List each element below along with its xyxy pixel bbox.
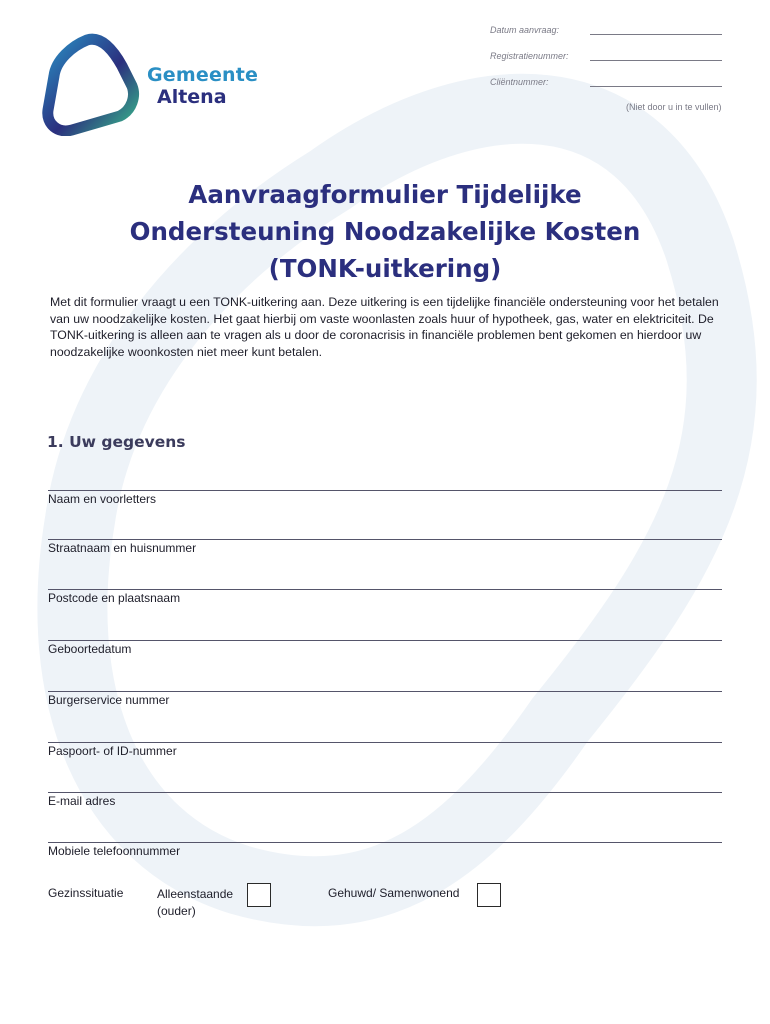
birthdate-field[interactable]	[48, 640, 722, 641]
client-number-line	[590, 86, 722, 87]
street-field[interactable]	[48, 539, 722, 540]
date-request-line	[590, 34, 722, 35]
name-label: Naam en voorletters	[48, 492, 157, 506]
birthdate-label: Geboortedatum	[48, 642, 132, 656]
single-option-line-2: (ouder)	[157, 904, 196, 918]
mobile-phone-field[interactable]	[48, 842, 722, 843]
postcode-label: Postcode en plaatsnaam	[48, 591, 181, 605]
single-option-line-1: Alleenstaande	[157, 887, 234, 901]
title-line-3: (TONK-uitkering)	[268, 254, 502, 283]
admin-note: (Niet door u in te vullen)	[626, 102, 722, 112]
logo-mark-icon	[32, 26, 142, 136]
household-label: Gezinssituatie	[48, 886, 124, 900]
registration-number-line	[590, 60, 722, 61]
married-option-label: Gehuwd/ Samenwonend	[328, 886, 460, 900]
title-line-2: Ondersteuning Noodzakelijke Kosten	[129, 217, 641, 246]
email-label: E-mail adres	[48, 794, 116, 808]
intro-paragraph: Met dit formulier vraagt u een TONK-uitkering aan. Deze uitkering is een tijdelijke financiële ondersteuning voor het betalen van uw noodzakelijke kosten. Het gaat hierbij om vaste woonlasten zoals huur of hypotheek, gas, water en elektriciteit. De TONK-uitkering is alleen aan te vragen als u door de coronacrisis in financiële problemen bent gekomen en hierdoor uw noodzakelijke woonkosten niet meer kunt betalen.	[50, 295, 719, 359]
name-field[interactable]	[48, 490, 722, 491]
bsn-field[interactable]	[48, 691, 722, 692]
date-request-label: Datum aanvraag:	[490, 25, 560, 35]
logo-text-altena: Altena	[157, 86, 227, 108]
single-option-label	[157, 886, 233, 920]
id-number-label: Paspoort- of ID-nummer	[48, 744, 177, 758]
id-number-field[interactable]	[48, 742, 722, 743]
title-line-1: Aanvraagformulier Tijdelijke	[188, 180, 582, 209]
single-checkbox[interactable]	[247, 883, 271, 907]
section-heading: 1. Uw gegevens	[47, 433, 186, 451]
street-label: Straatnaam en huisnummer	[48, 541, 197, 555]
mobile-phone-label: Mobiele telefoonnummer	[48, 844, 181, 858]
page-title	[40, 176, 730, 287]
bsn-label: Burgerservice nummer	[48, 693, 170, 707]
postcode-field[interactable]	[48, 589, 722, 590]
email-field[interactable]	[48, 792, 722, 793]
registration-number-label: Registratienummer:	[490, 51, 569, 61]
logo-text-gemeente: Gemeente	[147, 64, 259, 86]
client-number-label: Cliëntnummer:	[490, 77, 549, 87]
married-checkbox[interactable]	[477, 883, 501, 907]
